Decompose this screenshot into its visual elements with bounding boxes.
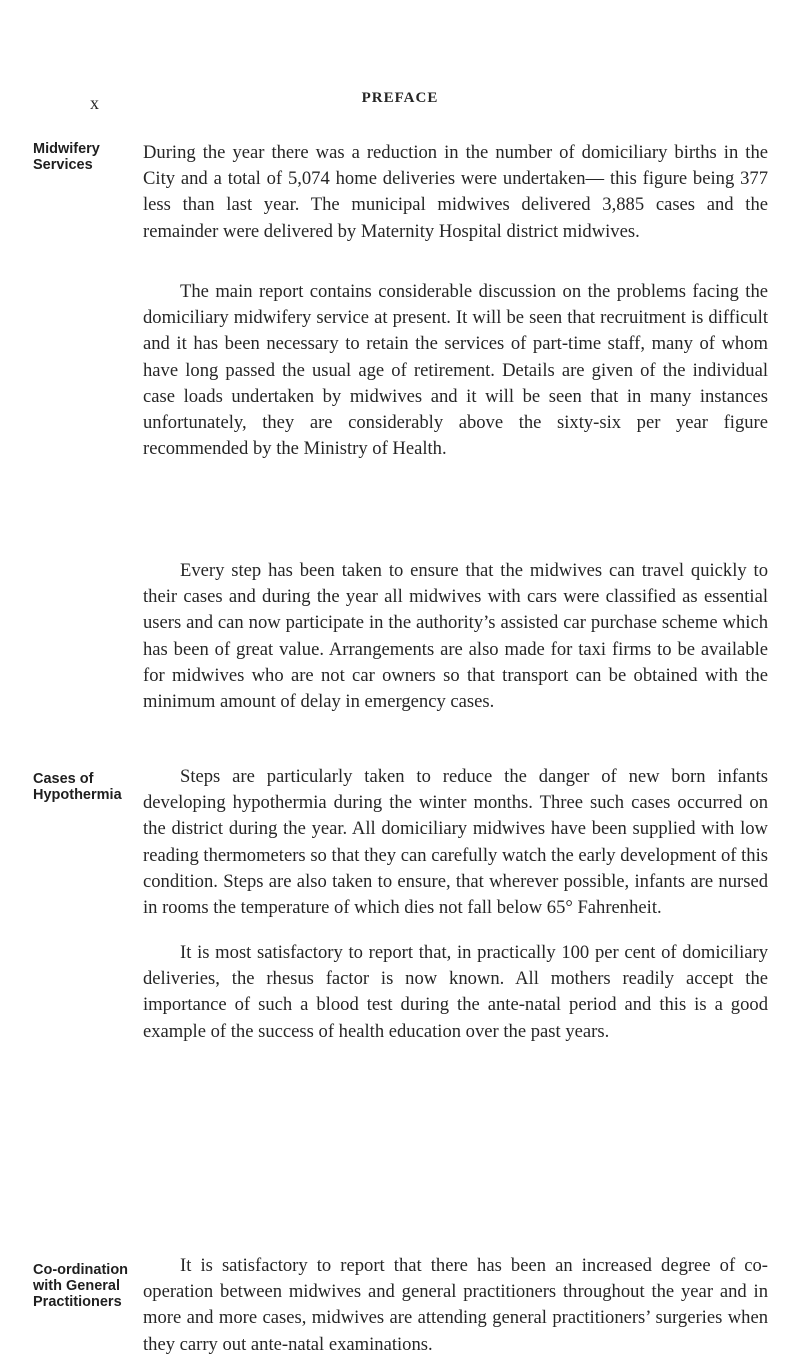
paragraph-midwives-travel: Every step has been taken to ensure that the midwives can travel quickly to their cases and during the year all midwives with cars were classified as essential users and can now participate in the authority’s assisted car purchase scheme which has been of great value. Arrangements are also made for taxi firms to be available for midwives who are not car owners so that transport can be obtained with the minimum amount of delay in emergency cases. [143, 560, 768, 713]
paragraph-hypothermia: Steps are particularly taken to reduce the danger of new born infants developing hypothermia during the winter months. Three such cases occurred on the district during the year. All domiciliary midwives have been supplied with low reading thermometers so that they can carefully watch the early development of this condition. Steps are also taken to ensure, that wherever possible, infants are nursed in rooms the temperature of which dies not fall below 65° Fahrenheit. [143, 766, 768, 919]
paragraph-co-operation: It is satisfactory to report that there has been an increased degree of co-operation between midwives and general practitioners throughout the year and in more and more cases, midwives are attending general practitioners’ surgeries when they carry out ante-natal examinations. [143, 1255, 768, 1355]
paragraph-domiciliary-births: During the year there was a reduction in the number of domiciliary births in the City and a total of 5,074 home deliveries were undertaken— this figure being 377 less than last year. The municipal midwives delivered 3,885 cases and the remainder were delivered by Maternity Hospital district midwives. [143, 142, 768, 242]
paragraph-rhesus-factor: It is most satisfactory to report that, in practically 100 per cent of domiciliary deliveries, the rhesus factor is now known. All mothers readily accept the importance of such a blood test during the ante-natal period and this is a good example of the success of health education over the past years. [143, 942, 768, 1042]
margin-note-cases-of-hypothermia: Cases of Hypothermia [33, 771, 122, 803]
page-header [0, 90, 800, 115]
paragraph-main-report: The main report contains considerable discussion on the problems facing the domiciliary midwifery service at present. It will be seen that recruitment is difficult and it has been necessary to retain the services of part-time staff, many of whom have long passed the usual age of retirement. Details are given of the individual case loads undertaken by midwives and it will be seen that in many instances unfortunately, they are considerably above the sixty-six per year figure recommended by the Ministry of Health. [143, 281, 768, 460]
margin-note-midwifery-services: Midwifery Services [33, 141, 100, 173]
page-number: x [90, 93, 100, 113]
margin-note-co-ordination: Co-ordination with General Practitioners [33, 1262, 129, 1310]
running-title: PREFACE [361, 90, 439, 106]
